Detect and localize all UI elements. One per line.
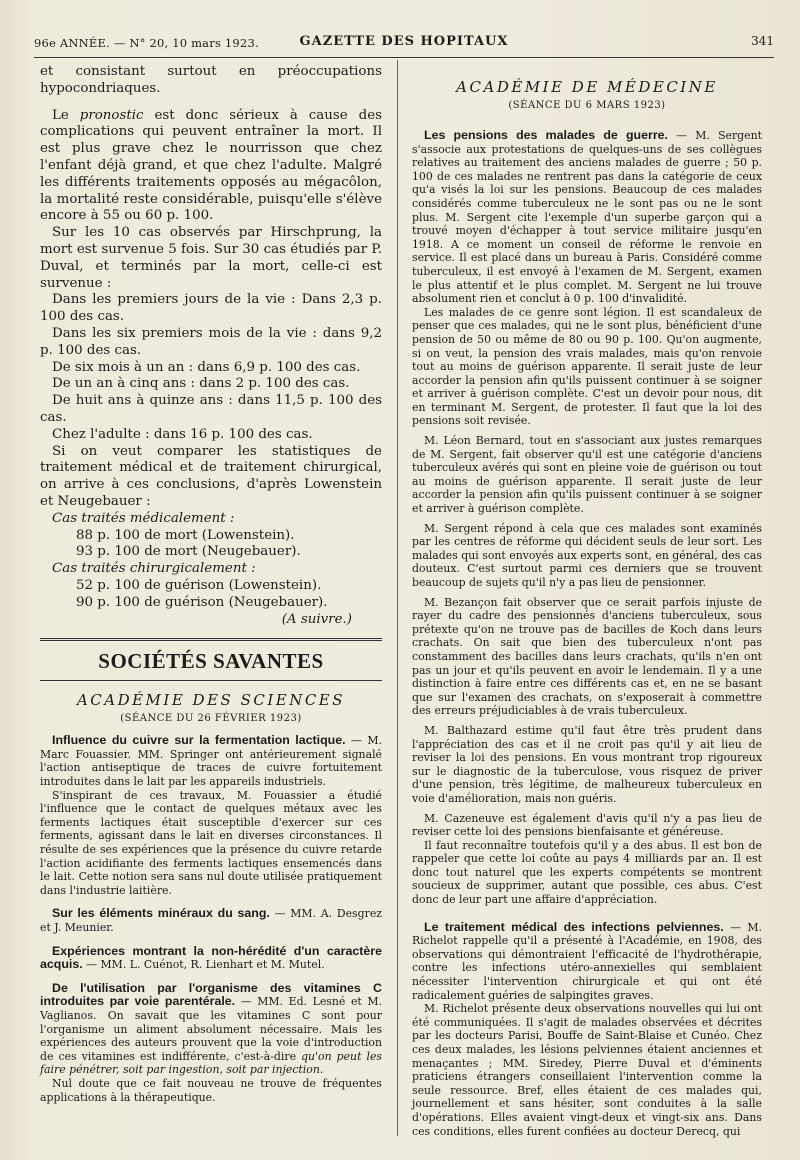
article-sang [40, 907, 382, 934]
surgical-stat: 52 p. 100 de guérison (Lowenstein). [76, 577, 322, 593]
article-paragraph: Les malades de ce genre sont légion. Il est scandaleux de penser que ces malades, qui ne le sont plus, bénéficient d'une pension de 50 ou même de 80 ou 90 p. 100. Qu'on augmente, si on veut, la pension des vrais malades, mais qu'on renvoie tout au moins de guérison apparente. Il serait juste de leur accorder la pension afin qu'ils puissent continuer à se soigner et arriver à guérison complète. C'est un devoir pour nous, dit en terminant M. Sergent, de protester. Il faut que la loi des pensions soit revisée. [412, 305, 762, 428]
to-be-continued: (A suivre.) [281, 611, 352, 627]
article-authors: — MM. A. Desgrez et J. Meunier. [40, 907, 382, 935]
article-emphasis: qu'on peut les faire pénétrer, soit par ingestion, soit par injection. [40, 1049, 382, 1077]
article-paragraph: Il faut reconnaître toutefois qu'il y a des abus. Il est bon de rappeler que cette loi coûte au pays 4 milliards par an. Il est donc tout naturel que les experts compétents se montrent soucieux de supprimer, autant que possible, ces abus. C'est donc de leur part une affaire d'appréciation. [412, 838, 762, 907]
section-rule-thin [40, 680, 382, 681]
hirschprung-paragraph: Sur les 10 cas observés par Hirschprung, la mort est survenue 5 fois. Sur 30 cas étudiés par P. Duval, et terminés par la mort, celle-ci est survenue : [40, 225, 382, 291]
academy-sciences-title: ACADÉMIE DES SCIENCES [76, 691, 346, 710]
journal-title: GAZETTE DES HOPITAUX [299, 34, 509, 49]
article-body: MM. Springer ont antérieurement signalé l'action antiseptique de traces de cuivre fortuitement introduites dans le lait par les appareils industriels. [40, 747, 382, 789]
column-divider [397, 60, 398, 1136]
article-title: Le traitement médical des infections pelviennes. [424, 919, 724, 934]
running-header [34, 32, 774, 54]
prognosis-word: pronostic [79, 107, 144, 123]
page-number: 341 [751, 34, 774, 48]
issue-info: 96e ANNÉE. — N° 20, 10 mars 1923. [34, 36, 259, 50]
medical-stat: 88 p. 100 de mort (Lowenstein). [76, 527, 295, 543]
article-title: Les pensions des malades de guerre. [424, 128, 668, 142]
article-title: De l'utilisation par l'organisme des vitamines C introduites par voie parentérale. [40, 980, 382, 1009]
prognosis-lead: Le [52, 107, 80, 123]
article-authors: — MM. Ed. Lesné et M. Vaglianos. [40, 995, 382, 1022]
session-date: (SÉANCE DU 26 FÉVRIER 1923) [120, 713, 302, 725]
medical-heading: Cas traités médicalement : [52, 510, 235, 526]
article-body: — M. Richelot rappelle qu'il a présenté à l'Académie, en 1908, des observations qui démontraient l'efficacité de l'hydrothérapie, contre les infections utéro-annexielles qui semblaient nécessiter l'intervention chirurgicale et qui ont été radicalement guéries de salpingites graves. [412, 920, 762, 1002]
stat-line: Chez l'adulte : dans 16 p. 100 des cas. [52, 426, 313, 442]
continuation-paragraph: et consistant surtout en préoccupations hypocondriaques. [40, 64, 382, 96]
article-paragraph: M. Cazeneuve est également d'avis qu'il n'y a pas lieu de reviser cette loi des pensions bienfaisante et généreuse. [412, 811, 762, 839]
article-paragraph: M. Léon Bernard, tout en s'associant aux justes remarques de M. Sergent, fait observer qu'il est une catégorie d'anciens tuberculeux avérés qui sont en pleine voie de guérison ou tout au moins de guérison apparente. Il serait juste de leur accorder la pension afin qu'ils puissent continuer à se soigner et arriver à guérison complète. [412, 434, 762, 516]
article-authors: — M. Marc Fouassier. [40, 734, 382, 761]
academy-medicine-title: ACADÉMIE DE MÉDECINE [456, 78, 718, 96]
article-title: Sur les éléments minéraux du sang. [52, 906, 270, 921]
section-rule [40, 638, 382, 641]
stat-line: Dans les premiers jours de la vie : Dans 2,3 p. 100 des cas. [40, 292, 382, 325]
surgical-heading: Cas traités chirurgicalement : [52, 561, 256, 577]
stat-line: Dans les six premiers mois de la vie : dans 9,2 p. 100 des cas. [40, 325, 382, 358]
article-paragraph: S'inspirant de ces travaux, M. Fouassier a étudié l'influence que le contact de quelques métaux avec les ferments lactiques était susceptible d'exercer sur ces ferments, agissant dans le lait en diverses circonstances. Il résulte de ses expériences que la présence du cuivre retarde l'action acidifiante des ferments lactiques ensemencés dans le lait. Cette notion sera sans nul doute utilisée pratiquement dans l'industrie laitière. [40, 788, 382, 897]
article-paragraph: M. Bezançon fait observer que ce serait parfois injuste de rayer du cadre des pensionnés d'anciens tuberculeux, sous prétexte qu'on ne trouve pas de bacilles de Koch dans leurs crachats. On sait que bien des tuberculeux n'ont pas constamment des bacilles dans leurs crachats, qu'ils n'en ont pas un jour et qu'ils peuvent en avoir le lendemain. Il y a une distinction à faire entre ces différents cas et, en ne se basant que sur l'examen des crachats, on s'exposerait à commettre des erreurs préjudiciables à de vrais tuberculeux. [412, 595, 762, 718]
section-title: SOCIÉTÉS SAVANTES [98, 649, 324, 674]
prognosis-paragraph [40, 108, 382, 226]
article-body: — M. Sergent s'associe aux protestations de quelques-uns de ses collègues relatives au traitement des anciens malades de guerre ; 50 p. 100 de ces malades ne rentrent pas dans la catégorie de ceux qu'a visés la loi sur les pensions. Beaucoup de ces malades considérés comme tuberculeux ne le sont pas ou ne le sont plus. M. Sergent cite l'exemple d'un superbe garçon qui a trouvé moyen d'échapper à tout service militaire jusqu'en 1918. A ce moment un conseil de réforme le renvoie en service. Il est placé dans un bureau à Paris. Considéré comme tuberculeux, il est envoyé à l'examen de M. Sergent, examen le plus attentif et le plus complet. M. Sergent ne lui trouve absolument rien et conclut à 0 p. 100 d'invalidité. [412, 129, 762, 306]
session-date: (SÉANCE DU 6 MARS 1923) [508, 100, 666, 111]
prognosis-rest: est donc sérieux à cause des complications qui peuvent entraîner la mort. Il est plus grave chez le nourrisson que chez l'enfant déjà grand, et que chez l'adulte. Malgré les différents traitements opposés au mégacôlon, la mortalité reste considérable, puisqu'elle s'élève encore à 55 ou 60 p. 100. [40, 107, 382, 224]
stat-line: De six mois à un an : dans 6,9 p. 100 des cas. [52, 359, 361, 375]
article-title: Influence du cuivre sur la fermentation lactique. [52, 733, 346, 748]
article-paragraph: M. Richelot présente deux observations nouvelles qui lui ont été communiquées. Il s'agit de malades observées et décrites par les docteurs Parisi, Bouffe de Saint-Blaise et Cunéo. Chez ces deux malades, les lésions pelviennes étaient anciennes et menaçantes ; MM. Siredey, Pierre Duval et d'éminents praticiens étrangers conseillaient l'intervention comme la seule ressource. Bref, elles étaient de ces malades qui, journellement et sans hésiter, sont conduites à la salle d'opérations. Elles avaient vingt-deux et vingt-six ans. Dans ces conditions, elles furent confiées au docteur Derecq, qui [412, 1002, 762, 1138]
article-authors: — MM. L. Cuénot, R. Lienhart et M. Mutel. [82, 958, 325, 972]
article-paragraph: M. Sergent répond à cela que ces malades sont examinés par les centres de réforme qui décident seuls de leur sort. Les malades qui sont envoyés aux experts sont, en général, des cas douteux. C'est surtout parmi ces derniers que se trouvent beaucoup de sujets qu'il n'y a pas lieu de pensionner. [412, 521, 762, 589]
article-body: On savait que les vitamines C sont pour l'organisme un aliment absolument nécessaire. Mais les expériences des auteurs prouvent que la voie d'introduction de ces vitamines est indifférente, c'est-à-dire [40, 1008, 382, 1063]
surgical-stat: 90 p. 100 de guérison (Neugebauer). [76, 594, 328, 610]
header-rule [34, 57, 774, 58]
article-cuivre [40, 734, 382, 788]
article-title: Expériences montrant la non-hérédité d'un caractère acquis. [40, 943, 382, 972]
article-paragraph: M. Balthazard estime qu'il faut être très prudent dans l'appréciation des cas et il ne croit pas qu'il y ait lieu de reviser la loi des pensions. En vous montrant trop rigoureux sur le diagnostic de la tuberculose, vous risquez de priver d'une pension, très légitime, de malheureux tuberculeux en voie d'amélioration, mais non guéris. [412, 723, 762, 805]
article-paragraph: Nul doute que ce fait nouveau ne trouve de fréquentes applications à la thérapeutique. [40, 1076, 382, 1104]
stat-line: De un an à cinq ans : dans 2 p. 100 des cas. [52, 376, 350, 392]
article-heredite [40, 945, 382, 972]
comparison-paragraph: Si on veut comparer les statistiques de traitement médical et de traitement chirurgical, on arrive à ces conclusions, d'après Lowenstein et Neugebauer : [40, 443, 382, 509]
left-column [40, 64, 382, 1140]
right-column [412, 64, 762, 1140]
article-vitamines [40, 982, 382, 1077]
article-infections [412, 921, 762, 1003]
medical-stat: 93 p. 100 de mort (Neugebauer). [76, 544, 301, 560]
article-pensions [412, 129, 762, 306]
stat-line: De huit ans à quinze ans : dans 11,5 p. 100 des cas. [40, 393, 382, 425]
